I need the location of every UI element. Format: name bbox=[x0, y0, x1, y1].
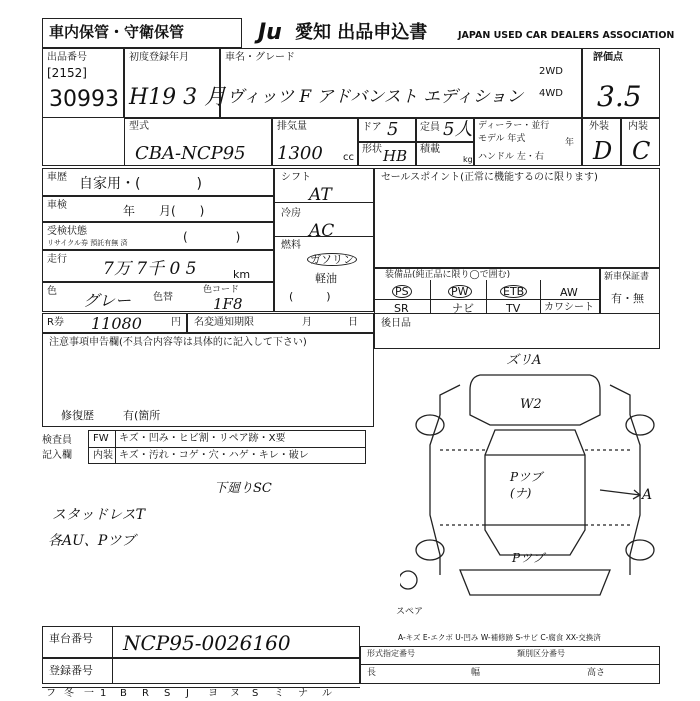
bottom-cell: ミ bbox=[274, 688, 284, 699]
color-change-label: 色替 bbox=[153, 292, 173, 303]
color-code-label: 色コード bbox=[203, 285, 240, 295]
score-label: 評価点 bbox=[593, 52, 623, 63]
car-rear bbox=[460, 570, 610, 595]
form-type-label: 形式指定番号 bbox=[367, 649, 415, 658]
shift-value: AT bbox=[309, 185, 332, 205]
displacement-box bbox=[272, 118, 358, 166]
type-box bbox=[124, 118, 272, 166]
divider bbox=[112, 626, 113, 684]
displacement-label: 排気量 bbox=[277, 121, 307, 132]
fw-label: FW bbox=[93, 433, 109, 444]
dealer-box bbox=[474, 118, 582, 166]
divider bbox=[274, 202, 374, 203]
car-left-side bbox=[430, 415, 440, 575]
ju-logo: Ju bbox=[258, 20, 282, 45]
type-label: 型式 bbox=[129, 121, 149, 132]
bottom-cell: ル bbox=[322, 688, 332, 699]
bottom-row bbox=[42, 687, 360, 701]
wheel-front-left bbox=[416, 415, 444, 435]
chassis-value: NCP95-0026160 bbox=[123, 631, 291, 655]
chassis-label: 車台番号 bbox=[49, 632, 93, 645]
type-value: CBA-NCP95 bbox=[135, 143, 246, 164]
fuel-gas: ガソリン bbox=[307, 253, 357, 266]
equip-tv: TV bbox=[506, 302, 521, 315]
wheel-front-right bbox=[626, 415, 654, 435]
bottom-cell: S bbox=[164, 688, 171, 699]
fw-items: キズ・凹み・ヒビ割・リペア跡・X要 bbox=[119, 433, 286, 444]
color-row bbox=[42, 282, 274, 312]
new-car-label: 新車保証書 bbox=[604, 272, 650, 282]
usage-label: 車歴 bbox=[47, 172, 67, 183]
divider bbox=[374, 299, 600, 300]
equip-navi: ナビ bbox=[452, 302, 474, 315]
dimensions-box bbox=[360, 646, 660, 684]
new-car-value: 有・無 bbox=[611, 292, 644, 305]
equip-seat: カワシート bbox=[544, 302, 594, 313]
shape-value: HB bbox=[383, 147, 408, 165]
storage-box bbox=[42, 18, 242, 48]
bottom-cell: 冬 bbox=[64, 688, 74, 699]
notes-box bbox=[42, 333, 374, 427]
sales-point-box bbox=[374, 168, 660, 268]
backseat-label: 後日品 bbox=[381, 318, 411, 329]
association-name: JAPAN USED CAR DEALERS ASSOCIATION bbox=[458, 30, 675, 41]
yen-unit: 円 bbox=[171, 317, 181, 328]
doors-label: ドア bbox=[362, 122, 382, 133]
storage-label: 車内保管・守衛保管 bbox=[49, 23, 185, 41]
load-label: 積載 bbox=[420, 144, 440, 155]
note-studless: スタッドレスT bbox=[52, 507, 145, 523]
fuel-paren: ( ) bbox=[289, 290, 331, 303]
divider bbox=[115, 430, 116, 464]
inspection-value: 年 月( ) bbox=[123, 204, 205, 218]
model-box bbox=[220, 48, 582, 118]
recycle-note: リサイクル券 預託有無 済 bbox=[47, 239, 128, 247]
damage-legend: A-キズ E-エクボ U-凹み W-補修跡 S-サビ C-腐食 XX-交換済 bbox=[398, 633, 601, 642]
repair-label: 修復歴 bbox=[61, 409, 94, 422]
dealer-label: ディーラー・並行 bbox=[478, 121, 550, 131]
drivetrain-frame bbox=[274, 168, 374, 312]
wheel-rear-right bbox=[626, 540, 654, 560]
divider bbox=[274, 236, 374, 237]
diagram-door-mark: Pツブ (ナ) bbox=[510, 470, 543, 500]
note-undercarriage: 下廻りSC bbox=[214, 481, 272, 496]
handle-label: ハンドル 左・右 bbox=[478, 152, 544, 162]
chassis-box bbox=[42, 626, 360, 658]
bottom-cell: 1 bbox=[100, 688, 107, 699]
bottom-cell: ヌ bbox=[230, 688, 240, 699]
name-change-month: 月 bbox=[302, 317, 312, 328]
bottom-cell: S bbox=[252, 688, 259, 699]
bottom-cell: R bbox=[142, 688, 149, 699]
usage-row bbox=[42, 168, 274, 196]
equip-aw: AW bbox=[560, 286, 578, 299]
shift-label: シフト bbox=[281, 172, 311, 183]
km-unit: km bbox=[233, 268, 251, 281]
sales-point-label: セールスポイント(正常に機能するのに限ります) bbox=[381, 172, 598, 183]
plate-box bbox=[42, 658, 360, 684]
interior-box bbox=[621, 118, 660, 166]
interior-label: 内装 bbox=[628, 121, 648, 132]
bottom-cell: ナ bbox=[298, 688, 308, 699]
interior-grade: C bbox=[632, 137, 651, 165]
model-label: 車名・グレード bbox=[225, 52, 295, 63]
exterior-box bbox=[582, 118, 621, 166]
divider bbox=[540, 280, 541, 314]
width-label: 幅 bbox=[471, 668, 481, 678]
diagram-top-note: ズリA bbox=[506, 353, 542, 368]
registration-value: H19 3 月 bbox=[129, 85, 227, 110]
note-scratches: 各AU、Pツブ bbox=[48, 533, 136, 549]
plate-label: 登録番号 bbox=[49, 664, 93, 677]
doors-value: 5 bbox=[387, 119, 399, 140]
ac-label: 冷房 bbox=[281, 208, 301, 219]
diagram-w2: W2 bbox=[520, 397, 542, 412]
equip-pw: PW bbox=[448, 285, 472, 298]
bottom-cell: フ bbox=[46, 688, 56, 699]
shape-label: 形状 bbox=[362, 144, 382, 155]
repair-value: 有(箇所 bbox=[123, 409, 161, 422]
shape-box bbox=[358, 142, 416, 166]
ac-value: AC bbox=[309, 221, 335, 241]
color-code-value: 1F8 bbox=[213, 295, 243, 313]
fuel-diesel: 軽油 bbox=[315, 272, 337, 285]
length-label: 長 bbox=[367, 668, 377, 678]
capacity-label: 定員 bbox=[420, 122, 440, 133]
lot-box bbox=[42, 48, 124, 118]
usage-value: 自家用・( ) bbox=[79, 176, 202, 192]
notes-label: 注意事項申告欄(不具合内容等は具体的に記入して下さい) bbox=[49, 337, 307, 348]
color-value: グレー bbox=[83, 291, 132, 310]
name-change-box bbox=[187, 313, 374, 333]
load-box bbox=[416, 142, 474, 166]
equip-etb: ETB bbox=[500, 285, 527, 298]
cc-unit: cc bbox=[343, 152, 354, 163]
equip-ps: PS bbox=[392, 285, 412, 298]
exterior-grade: D bbox=[593, 137, 613, 165]
drive-2wd: 2WD bbox=[539, 66, 563, 77]
recycle-label: 受検状態 bbox=[47, 226, 87, 237]
name-change-day: 日 bbox=[348, 317, 358, 328]
exterior-label: 外装 bbox=[589, 121, 609, 132]
r-ticket-label: R券 bbox=[47, 317, 64, 328]
capacity-box bbox=[416, 118, 474, 142]
registration-box bbox=[124, 48, 227, 118]
fuel-label: 燃料 bbox=[281, 240, 301, 251]
interior-items: キズ・汚れ・コゲ・穴・ハゲ・キレ・破レ bbox=[119, 450, 309, 461]
diagram-rear-mark: Pツブ bbox=[512, 551, 545, 565]
divider bbox=[360, 664, 660, 665]
inspection-row bbox=[42, 196, 274, 222]
lot-number: 30993 bbox=[49, 87, 119, 112]
doors-box bbox=[358, 118, 416, 142]
divider bbox=[430, 280, 431, 314]
recycle-value: ( ) bbox=[183, 230, 241, 244]
model-value: ヴィッツ F アドバンスト エディション bbox=[227, 87, 524, 107]
kg-unit: kg bbox=[463, 155, 473, 164]
capacity-value: 5人 bbox=[443, 119, 473, 140]
bottom-cell: 一 bbox=[84, 688, 94, 699]
mileage-value: 7万 7千 0 5 bbox=[103, 259, 197, 279]
year-unit: 年 bbox=[565, 138, 575, 148]
mileage-row bbox=[42, 250, 274, 282]
mileage-label: 走行 bbox=[47, 254, 67, 265]
car-outline-line bbox=[610, 385, 630, 415]
car-outline-line bbox=[440, 385, 460, 415]
height-label: 高さ bbox=[587, 668, 606, 678]
lot-sub: [2152] bbox=[47, 66, 87, 80]
registration-label: 初度登録年月 bbox=[129, 52, 189, 63]
score-value: 3.5 bbox=[597, 80, 642, 113]
backseat-box bbox=[374, 313, 660, 349]
name-change-label: 名変通知期限 bbox=[194, 317, 254, 328]
r-ticket-value: 11080 bbox=[91, 314, 142, 333]
form-title: 愛知 出品申込書 bbox=[295, 22, 428, 43]
spare-tire-icon bbox=[400, 571, 417, 589]
interior-insp-label: 内装 bbox=[93, 450, 113, 461]
lot-label: 出品番号 bbox=[47, 52, 87, 63]
r-ticket-box bbox=[42, 313, 187, 333]
inspection-label: 車検 bbox=[47, 200, 67, 211]
new-car-box bbox=[600, 268, 660, 314]
inspector-label: 検査員 記入欄 bbox=[42, 435, 72, 461]
bottom-cell: ヨ bbox=[208, 688, 218, 699]
displacement-value: 1300 bbox=[277, 143, 323, 164]
model-year-label: モデル 年式 bbox=[478, 134, 526, 144]
bottom-cell: B bbox=[120, 688, 127, 699]
equipment-label: 装備品(純正品に限り◯で囲む) bbox=[385, 270, 511, 280]
category-label: 類別区分番号 bbox=[517, 649, 565, 658]
recycle-row bbox=[42, 222, 274, 250]
color-label: 色 bbox=[47, 286, 57, 297]
equip-sr: SR bbox=[394, 302, 409, 315]
divider bbox=[88, 447, 366, 448]
drive-4wd: 4WD bbox=[539, 88, 563, 99]
bottom-cell: J bbox=[186, 688, 189, 699]
wheel-rear-left bbox=[416, 540, 444, 560]
divider bbox=[486, 280, 487, 314]
score-box bbox=[582, 48, 660, 118]
diagram-right-mark: A bbox=[642, 487, 653, 503]
spare-label: スペア bbox=[396, 607, 424, 617]
